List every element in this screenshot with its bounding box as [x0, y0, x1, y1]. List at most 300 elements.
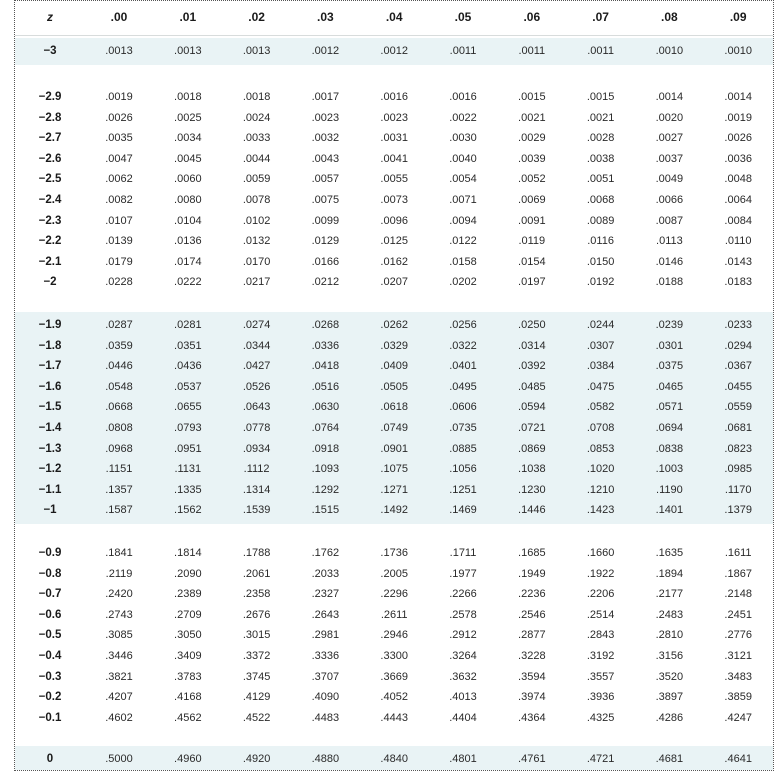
probability-cell: .1736	[380, 547, 408, 559]
probability-cell: .0051	[586, 173, 615, 186]
probability-cell: .3192	[586, 650, 615, 662]
probability-cell: .0188	[655, 276, 684, 289]
probability-cell: .1131	[174, 463, 202, 476]
probability-cell: .0018	[174, 91, 202, 103]
probability-cell: .0197	[518, 276, 546, 289]
probability-cell: .0154	[518, 255, 546, 268]
probability-cell: .4013	[449, 691, 477, 704]
probability-cell: .0060	[174, 173, 202, 186]
probability-cell: .1251	[449, 483, 477, 496]
probability-cell: .0119	[518, 235, 546, 248]
probability-cell: .0027	[655, 132, 684, 145]
probability-cell: .0281	[174, 319, 202, 331]
probability-cell: .2743	[105, 608, 133, 621]
probability-cell: .1401	[655, 504, 684, 517]
probability-cell: .3372	[242, 650, 271, 662]
probability-cell: .0107	[105, 214, 133, 227]
probability-cell: .1056	[449, 463, 477, 476]
probability-cell: .1685	[518, 547, 546, 559]
probability-cell: .0516	[311, 380, 340, 393]
z-value: −2.9	[38, 91, 62, 103]
probability-cell: .0018	[242, 91, 271, 103]
probability-cell: .1170	[724, 483, 752, 496]
probability-cell: .0485	[518, 380, 546, 393]
probability-cell: .2033	[311, 567, 340, 580]
probability-cell: .1515	[311, 504, 340, 517]
probability-cell: .1292	[311, 483, 340, 496]
probability-cell: .2005	[380, 567, 408, 580]
probability-cell: .0367	[724, 360, 752, 373]
probability-cell: .0013	[105, 45, 133, 57]
probability-cell: .4207	[105, 691, 133, 704]
probability-cell: .3300	[380, 650, 408, 662]
probability-cell: .3669	[380, 670, 408, 683]
probability-cell: .3821	[105, 670, 133, 683]
probability-cell: .2981	[311, 629, 340, 642]
probability-cell: .2877	[518, 629, 546, 642]
z-value: −0.2	[38, 691, 62, 704]
probability-cell: .0011	[449, 45, 477, 57]
probability-cell: .0174	[174, 255, 202, 268]
probability-cell: .0011	[587, 45, 614, 57]
header-column-label: .01	[179, 10, 197, 24]
probability-cell: .0735	[449, 422, 477, 434]
table-row	[15, 418, 773, 438]
probability-cell: .0031	[380, 132, 408, 145]
probability-cell: .0262	[380, 319, 408, 331]
probability-cell: .0012	[311, 45, 340, 57]
probability-cell: .0384	[586, 360, 615, 373]
table-row	[15, 149, 773, 169]
probability-cell: .1660	[586, 547, 615, 559]
table-row	[15, 646, 773, 666]
header-z-label: z	[47, 10, 53, 24]
probability-cell: .2389	[174, 588, 202, 601]
table-row	[15, 749, 773, 769]
probability-cell: .0418	[311, 360, 340, 373]
probability-cell: .4602	[105, 711, 133, 724]
probability-cell: .0110	[724, 235, 752, 248]
probability-cell: .0778	[242, 422, 271, 434]
probability-cell: .0301	[655, 339, 684, 352]
probability-cell: .0183	[724, 276, 752, 289]
probability-cell: .0233	[724, 319, 752, 331]
probability-cell: .0116	[587, 235, 614, 248]
table-row	[15, 625, 773, 645]
z-value: −0.6	[38, 608, 62, 621]
probability-cell: .0314	[518, 339, 546, 352]
probability-cell: .0307	[586, 339, 615, 352]
probability-cell: .0041	[380, 152, 408, 165]
table-row	[15, 211, 773, 231]
probability-cell: .0047	[105, 152, 133, 165]
probability-cell: .4129	[242, 691, 271, 704]
probability-cell: .1762	[311, 547, 340, 559]
probability-cell: .0025	[174, 111, 202, 124]
probability-cell: .0166	[311, 255, 340, 268]
probability-cell: .1093	[311, 463, 340, 476]
header-column-label: .05	[454, 10, 472, 24]
probability-cell: .0256	[449, 319, 477, 331]
probability-cell: .0708	[586, 422, 615, 434]
probability-cell: .0359	[105, 339, 133, 352]
probability-cell: .0764	[311, 422, 340, 434]
probability-cell: .0054	[449, 173, 477, 186]
table-row	[15, 500, 773, 520]
z-value: −2.7	[38, 132, 62, 145]
probability-cell: .0548	[105, 380, 133, 393]
z-value: −2.4	[38, 194, 62, 206]
probability-cell: .4090	[311, 691, 340, 704]
probability-cell: .0136	[174, 235, 202, 248]
probability-cell: .3520	[655, 670, 684, 683]
probability-cell: .2236	[518, 588, 546, 601]
probability-cell: .3936	[586, 691, 615, 704]
row-group	[15, 312, 773, 524]
probability-cell: .1587	[105, 504, 133, 517]
probability-cell: .0035	[105, 132, 133, 145]
probability-cell: .1867	[724, 567, 752, 580]
probability-cell: .0037	[655, 152, 684, 165]
probability-cell: .1492	[380, 504, 408, 517]
probability-cell: .1841	[105, 547, 133, 559]
probability-cell: .0250	[518, 319, 546, 331]
probability-cell: .4721	[586, 753, 615, 765]
table-row	[15, 190, 773, 210]
header-column-label: .03	[317, 10, 334, 24]
probability-cell: .0793	[174, 422, 202, 434]
probability-cell: .2912	[449, 629, 477, 642]
probability-cell: .1271	[380, 483, 408, 496]
probability-cell: .0019	[724, 111, 752, 124]
probability-cell: .4286	[655, 711, 684, 724]
probability-cell: .1190	[656, 483, 683, 496]
probability-cell: .0505	[380, 380, 408, 393]
probability-cell: .0038	[586, 152, 615, 165]
probability-cell: .0668	[105, 401, 133, 414]
probability-cell: .3974	[518, 691, 546, 704]
probability-cell: .1314	[242, 483, 271, 496]
probability-cell: .2483	[655, 608, 684, 621]
probability-cell: .0096	[380, 214, 408, 227]
table-header	[15, 1, 773, 36]
probability-cell: .0582	[586, 401, 615, 414]
probability-cell: .0838	[655, 442, 684, 455]
probability-cell: .2148	[724, 588, 752, 601]
probability-cell: .0010	[724, 45, 752, 57]
probability-cell: .1038	[518, 463, 546, 476]
probability-cell: .0057	[311, 173, 340, 186]
z-value: −3	[43, 45, 57, 57]
z-value: −0.9	[38, 547, 62, 559]
probability-cell: .0212	[311, 276, 340, 289]
table-row	[15, 564, 773, 584]
probability-cell: .0274	[242, 319, 271, 331]
probability-cell: .0016	[449, 91, 477, 103]
z-value: −0.8	[38, 567, 62, 580]
z-value: −1.5	[38, 401, 62, 414]
probability-cell: .0244	[586, 319, 615, 331]
z-table	[14, 0, 774, 771]
z-value: −1.6	[38, 380, 62, 393]
probability-cell: .0066	[655, 194, 684, 206]
probability-cell: .0091	[518, 214, 546, 227]
table-row	[15, 169, 773, 189]
probability-cell: .0823	[724, 442, 752, 455]
table-row	[15, 480, 773, 500]
probability-cell: .0039	[518, 152, 546, 165]
probability-cell: .2546	[518, 608, 546, 621]
probability-cell: .0022	[449, 111, 477, 124]
probability-cell: .0064	[724, 194, 752, 206]
probability-cell: .4880	[311, 753, 340, 765]
probability-cell: .1112	[243, 463, 270, 476]
probability-cell: .0228	[105, 276, 133, 289]
probability-cell: .0021	[518, 111, 546, 124]
probability-cell: .0495	[449, 380, 477, 393]
probability-cell: .0021	[586, 111, 615, 124]
probability-cell: .4364	[518, 711, 546, 724]
probability-cell: .3228	[518, 650, 546, 662]
probability-cell: .3594	[518, 670, 546, 683]
probability-cell: .2061	[242, 567, 271, 580]
probability-cell: .3156	[655, 650, 684, 662]
table-row	[15, 687, 773, 707]
probability-cell: .0129	[311, 235, 340, 248]
probability-cell: .0606	[449, 401, 477, 414]
probability-cell: .0094	[449, 214, 477, 227]
probability-cell: .1949	[518, 567, 546, 580]
probability-cell: .3015	[242, 629, 271, 642]
probability-cell: .0030	[449, 132, 477, 145]
probability-cell: .2420	[105, 588, 133, 601]
probability-cell: .3632	[449, 670, 477, 683]
probability-cell: .0409	[380, 360, 408, 373]
probability-cell: .0087	[655, 214, 684, 227]
probability-cell: .4641	[724, 753, 752, 765]
probability-cell: .0104	[174, 214, 202, 227]
probability-cell: .0336	[311, 339, 340, 352]
table-row	[15, 708, 773, 728]
probability-cell: .0048	[724, 173, 752, 186]
probability-cell: .2514	[586, 608, 615, 621]
z-value: −2.2	[38, 235, 62, 248]
probability-cell: .0049	[655, 173, 684, 186]
probability-cell: .1977	[449, 567, 477, 580]
probability-cell: .1020	[586, 463, 615, 476]
probability-cell: .0052	[518, 173, 546, 186]
header-column-label: .07	[592, 10, 609, 24]
probability-cell: .4840	[380, 753, 408, 765]
probability-cell: .0455	[724, 380, 752, 393]
probability-cell: .3557	[586, 670, 615, 683]
header-column-label: .04	[385, 10, 403, 24]
probability-cell: .0808	[105, 422, 133, 434]
probability-cell: .3050	[174, 629, 202, 642]
probability-cell: .2611	[380, 608, 408, 621]
header-column-label: .02	[248, 10, 265, 24]
probability-cell: .2451	[724, 608, 752, 621]
probability-cell: .0026	[105, 111, 133, 124]
probability-cell: .0011	[518, 45, 546, 57]
probability-cell: .0113	[656, 235, 683, 248]
probability-cell: .0069	[518, 194, 546, 206]
probability-cell: .4443	[380, 711, 408, 724]
probability-cell: .0059	[242, 173, 271, 186]
probability-cell: .4168	[174, 691, 202, 704]
probability-cell: .3859	[724, 691, 752, 704]
probability-cell: .0099	[311, 214, 340, 227]
table-row	[15, 543, 773, 563]
probability-cell: .1788	[242, 547, 271, 559]
probability-cell: .0202	[449, 276, 477, 289]
probability-cell: .0080	[174, 194, 202, 206]
probability-cell: .0013	[174, 45, 202, 57]
z-value: −1.3	[38, 442, 62, 455]
probability-cell: .2709	[174, 608, 202, 621]
probability-cell: .0918	[311, 442, 340, 455]
probability-cell: .0594	[518, 401, 546, 414]
table-row	[15, 252, 773, 272]
table-row	[15, 41, 773, 61]
table-row	[15, 356, 773, 376]
probability-cell: .0694	[655, 422, 684, 434]
probability-cell: .4920	[242, 753, 271, 765]
probability-cell: .0125	[380, 235, 408, 248]
probability-cell: .0017	[311, 91, 340, 103]
z-value: −2.8	[38, 111, 62, 124]
probability-cell: .0010	[655, 45, 684, 57]
probability-cell: .2776	[724, 629, 752, 642]
z-value: −2.3	[38, 214, 62, 227]
probability-cell: .0040	[449, 152, 477, 165]
probability-cell: .0082	[105, 194, 133, 206]
z-value: −1.2	[38, 463, 62, 476]
probability-cell: .0885	[449, 442, 477, 455]
probability-cell: .3085	[105, 629, 133, 642]
probability-cell: .0146	[655, 255, 684, 268]
table-row	[15, 108, 773, 128]
probability-cell: .2266	[449, 588, 477, 601]
probability-cell: .0132	[242, 235, 271, 248]
z-value: −0.1	[38, 711, 62, 724]
probability-cell: .4052	[380, 691, 408, 704]
z-value: −1.1	[38, 483, 62, 496]
probability-cell: .0643	[242, 401, 271, 414]
probability-cell: .0571	[655, 401, 684, 414]
probability-cell: .0934	[242, 442, 271, 455]
probability-cell: .3336	[311, 650, 340, 662]
probability-cell: .0351	[174, 339, 202, 352]
table-row	[15, 377, 773, 397]
probability-cell: .2946	[380, 629, 408, 642]
probability-cell: .0028	[586, 132, 615, 145]
probability-cell: .0681	[724, 422, 752, 434]
probability-cell: .0537	[174, 380, 202, 393]
probability-cell: .0033	[242, 132, 271, 145]
row-group	[15, 84, 773, 296]
probability-cell: .0023	[380, 111, 408, 124]
probability-cell: .0239	[655, 319, 684, 331]
row-group	[15, 38, 773, 65]
probability-cell: .0322	[449, 339, 477, 352]
probability-cell: .4801	[449, 753, 477, 765]
row-group	[15, 746, 773, 771]
probability-cell: .0526	[242, 380, 271, 393]
z-value: −0.4	[38, 650, 62, 662]
probability-cell: .1210	[586, 483, 615, 496]
probability-cell: .3121	[724, 650, 752, 662]
probability-cell: .0084	[724, 214, 752, 227]
probability-cell: .2643	[311, 608, 340, 621]
probability-cell: .0012	[380, 45, 408, 57]
probability-cell: .4681	[655, 753, 684, 765]
table-row	[15, 336, 773, 356]
probability-cell: .0392	[518, 360, 546, 373]
probability-cell: .0869	[518, 442, 546, 455]
probability-cell: .0122	[449, 235, 477, 248]
probability-cell: .4404	[449, 711, 477, 724]
header-column-label: .00	[110, 10, 128, 24]
probability-cell: .0287	[105, 319, 133, 331]
probability-cell: .0020	[655, 111, 684, 124]
probability-cell: .0014	[724, 91, 752, 103]
probability-cell: .1423	[586, 504, 615, 517]
probability-cell: .0170	[242, 255, 271, 268]
table-row	[15, 667, 773, 687]
table-row	[15, 605, 773, 625]
z-value: −1.8	[38, 339, 62, 352]
probability-cell: .0143	[724, 255, 752, 268]
table-row	[15, 128, 773, 148]
probability-cell: .0150	[586, 255, 615, 268]
probability-cell: .1335	[174, 483, 202, 496]
row-group	[15, 540, 773, 731]
header-column-label: .06	[523, 10, 541, 24]
z-value: −1	[43, 504, 57, 517]
probability-cell: .0618	[380, 401, 408, 414]
probability-cell: .0019	[105, 91, 133, 103]
table-row	[15, 272, 773, 292]
probability-cell: .1611	[724, 547, 752, 559]
probability-cell: .2090	[174, 567, 202, 580]
probability-cell: .1230	[518, 483, 546, 496]
probability-cell: .4325	[586, 711, 615, 724]
probability-cell: .0217	[242, 276, 271, 289]
probability-cell: .3483	[724, 670, 752, 683]
probability-cell: .0068	[586, 194, 615, 206]
probability-cell: .1539	[242, 504, 271, 517]
probability-cell: .1894	[655, 567, 684, 580]
probability-cell: .0344	[242, 339, 271, 352]
z-value: −1.4	[38, 422, 62, 434]
probability-cell: .4562	[174, 711, 202, 724]
probability-cell: .0023	[311, 111, 340, 124]
probability-cell: .0749	[380, 422, 408, 434]
probability-cell: .3264	[449, 650, 477, 662]
header-column-label: .09	[729, 10, 747, 24]
probability-cell: .1635	[655, 547, 684, 559]
z-value: −1.7	[38, 360, 62, 373]
probability-cell: .2843	[586, 629, 615, 642]
z-value: 0	[46, 753, 54, 765]
probability-cell: .1075	[380, 463, 408, 476]
probability-cell: .0015	[518, 91, 546, 103]
probability-cell: .0207	[380, 276, 408, 289]
probability-cell: .0329	[380, 339, 408, 352]
header-column-label: .08	[661, 10, 678, 24]
probability-cell: .0559	[724, 401, 752, 414]
